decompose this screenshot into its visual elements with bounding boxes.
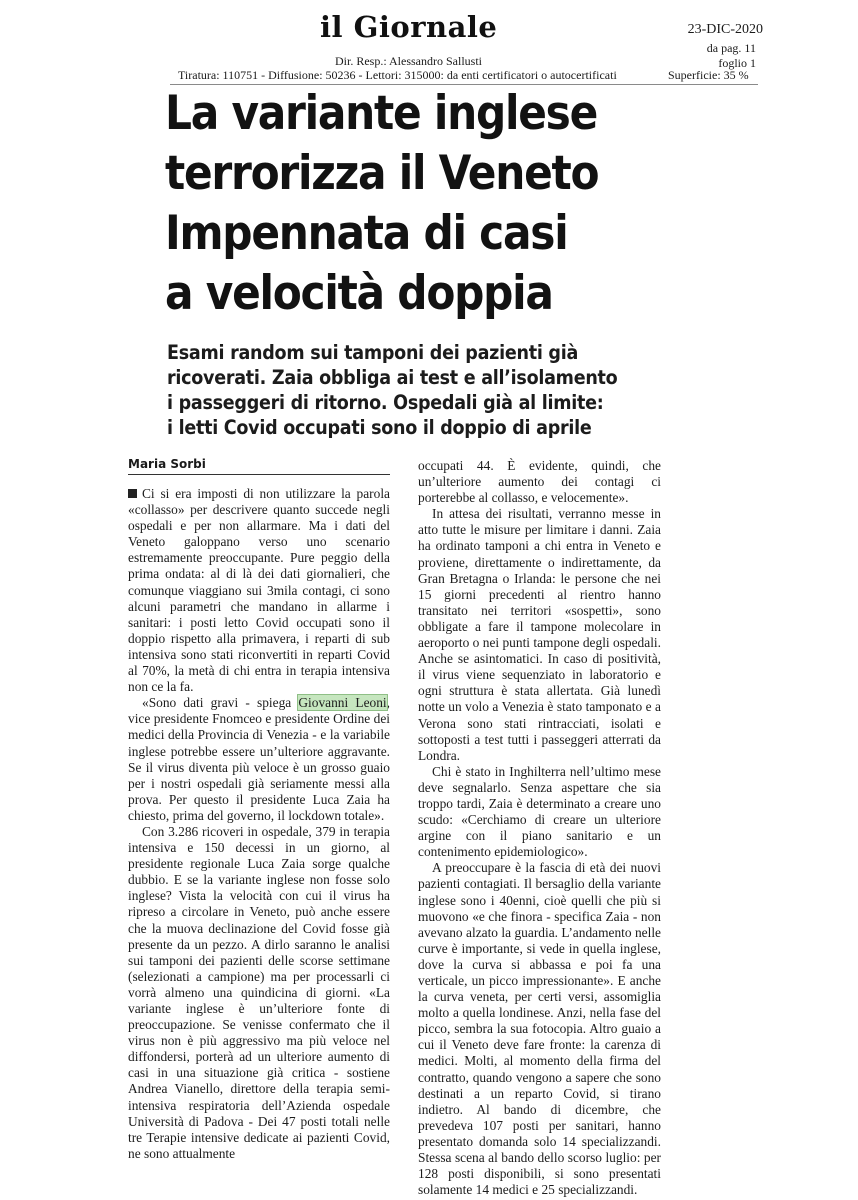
surface-percent: Superficie: 35 % bbox=[668, 68, 749, 82]
subhead-line: Esami random sui tamponi dei pazienti già bbox=[167, 341, 579, 364]
headline-line: a velocità doppia bbox=[165, 266, 553, 321]
paragraph: A preoccupare è la fascia di età dei nuovi pazienti contagiati. Il bersaglio della variante inglese sono i 40enni, cioè quelli che più si muovono «e che finora - specifica Zaia - non avevano alzato la guardia. L’andamento nelle curve è importante, si vede in quella inglese, dove la curva si abbassa e poi fa una verticale, un picco impressionante». E anche la curva veneta, per certi versi, assomiglia molto a quella londinese. Anzi, nella fase del picco, sembra la sua fotocopia. Altro guaio a cui il Veneto deve fare fronte: la carenza di medici. Molti, al momento della firma del contratto, quando vengono a sapere che sono destinati a un reparto Covid, si tirano indietro. Al bando di dicembre, che prevedeva 107 posti per sanitari, hanno presentato domanda solo 14 specializzandi. Stessa scena al bando dello scorso luglio: per 128 posti disponibili, si sono presentati solamente 14 medici e 25 specializzandi. bbox=[418, 860, 661, 1198]
sheet-number: foglio 1 bbox=[718, 56, 756, 70]
highlighted-name: Giovanni Leoni bbox=[298, 695, 387, 711]
headline-line: Impennata di casi bbox=[165, 206, 568, 261]
subhead-line: i passeggeri di ritorno. Ospedali già al limite: bbox=[167, 391, 604, 414]
subhead-line: ricoverati. Zaia obbliga ai test e all’isolamento bbox=[167, 366, 618, 389]
paragraph: Con 3.286 ricoveri in ospedale, 379 in terapia intensiva e 150 decessi in un giorno, al presidente regionale Luca Zaia sorge qualche dubbio. E se la variante inglese non fosse solo inglese? Vista la velocità con cui il virus ha ripreso a circolare in Veneto, può anche essere che la muova declinazione del Covid fosse già presente da un pezzo. A dirlo saranno le analisi sui tamponi dei pazienti delle scorse settimane (selezionati a campione) ma per processarli ci vorrà almeno una quindicina di giorni. «La variante inglese è un’ulteriore fonte di preoccupazione. Se venisse confermato che il virus non è più aggressivo ma più veloce nel diffondersi, porterà ad un ulteriore aumento di casi in una situazione già critica - sostiene Andrea Vianello, direttore della terapia semi-intensiva respiratoria dell’Azienda ospedale Università di Padova - Dei 47 posti totali nelle tre Terapie intensive dedicate ai pazienti Covid, ne sono attualmente bbox=[128, 823, 390, 1161]
article-subheadline bbox=[167, 340, 671, 440]
newspaper-masthead: il Giornale bbox=[320, 10, 498, 44]
page-from: da pag. 11 bbox=[706, 41, 756, 55]
headline-line: La variante inglese bbox=[165, 86, 598, 141]
article-headline bbox=[165, 84, 741, 324]
paragraph: In attesa dei risultati, verranno messe in atto tutte le misure per limitare i danni. Zaia ha ordinato tamponi a chi entra in Veneto e proviene, direttamente o indirettamente, da Gran Bretagna o Irlanda: le persone che nei 15 giorni precedenti al rientro hanno transitato nei territori «sospetti», sono obbligate a fare il tampone molecolare in aeroporto o nei punti tampone degli ospedali. Anche se asintomatici. In caso di positività, il virus viene sequenziato in laboratorio e ogni struttura è stata allertata. Già lunedì notte un volo a Venezia è stato tamponato e a Verona sono stati rintracciati, isolati e sottoposti a test tutti i passeggeri atterrati da Londra. bbox=[418, 506, 661, 763]
director-line: Dir. Resp.: Alessandro Sallusti bbox=[335, 54, 482, 68]
paragraph: Ci si era imposti di non utilizzare la parola «collasso» per descrivere quanto succede negli ospedali e per non allarmare. Ma i dati del Veneto galoppano verso uno scenario estremamente preoccupante. Pure peggio della prima ondata: al di là dei dati giornalieri, che comunque viaggiano sui 3mila contagi, ci sono alcuni parametri che mandano in allarme i sanitari: i posti letto Covid occupati sono il doppio rispetto alla primavera, i reparti di sub intensiva sono stati riconvertiti in reparti Covid al 70%, la metà di chi entra in terapia intensiva non ce la fa. bbox=[128, 486, 390, 695]
byline-rule bbox=[128, 474, 390, 475]
byline: Maria Sorbi bbox=[128, 457, 206, 471]
circulation-line: Tiratura: 110751 - Diffusione: 50236 - Lettori: 315000: da enti certificatori o autocertificati bbox=[178, 68, 617, 82]
paragraph: «Sono dati gravi - spiega Giovanni Leoni, vice presidente Fnomceo e presidente Ordine dei medici della Provincia di Venezia - e la variabile inglese potrebbe essere un’ulteriore aggravante. Se il virus diventa più veloce è un grosso guaio per i nostri ospedali già seriamente messi alla prova. Per questo il presidente Luca Zaia ha chiesto, prima del governo, il lockdown totale». bbox=[128, 695, 390, 823]
issue-date: 23-DIC-2020 bbox=[687, 22, 763, 37]
subhead-line: i letti Covid occupati sono il doppio di aprile bbox=[167, 416, 592, 439]
paragraph-bullet-icon bbox=[128, 489, 137, 498]
article-column-2 bbox=[418, 458, 661, 1198]
paragraph: Chi è stato in Inghilterra nell’ultimo mese deve segnalarlo. Senza aspettare che sia troppo tardi, Zaia è determinato a creare uno scudo: «Cerchiamo di creare un ulteriore argine con il piano sanitario e un contenimento epidemiologico». bbox=[418, 763, 661, 860]
headline-line: terrorizza il Veneto bbox=[165, 146, 599, 201]
page-info bbox=[707, 41, 756, 71]
article-column-1 bbox=[128, 486, 390, 1162]
paragraph: occupati 44. È evidente, quindi, che un’ulteriore aumento dei contagi ci porterebbe al collasso, e velocemente». bbox=[418, 458, 661, 506]
